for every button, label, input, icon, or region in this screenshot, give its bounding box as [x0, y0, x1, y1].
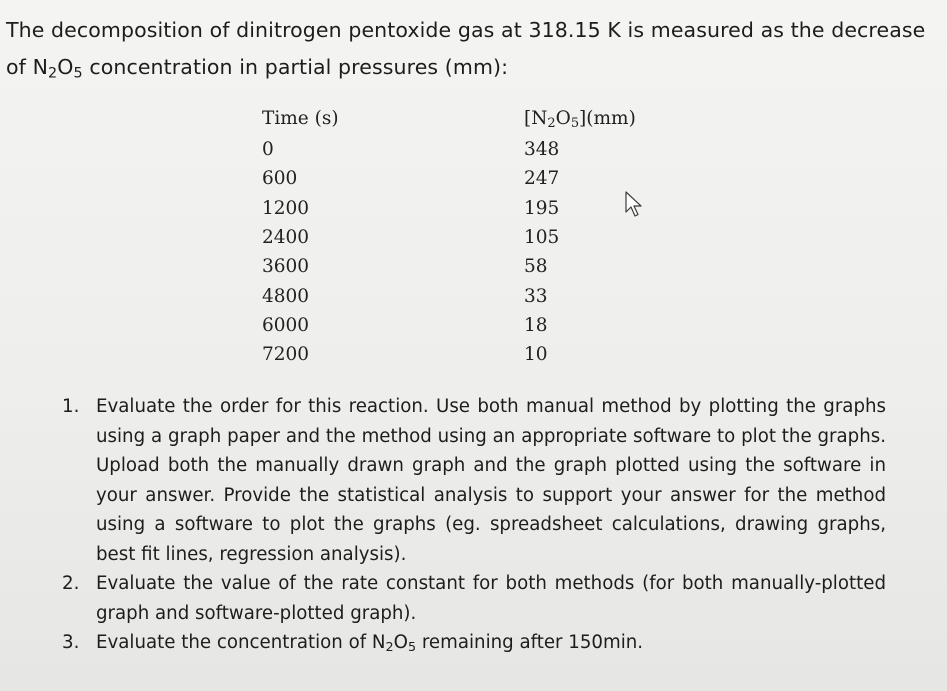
question-text: Evaluate the order for this reaction. Use both manual method by plotting the graphs using a graph paper and the method using an appropriate software to plot the graphs. Upload both the manually drawn graph and the graph plotted using the software in your answer. Provide the statistical analysis to support your answer for the method using a software to plot the graphs (eg. spreadsheet calculations, drawing graphs, best fit lines, regression analysis).: [96, 396, 886, 565]
concentration-cell: 33: [524, 285, 548, 307]
question-number: 3.: [62, 632, 80, 653]
time-cell: 600: [262, 168, 298, 190]
intro-line-2: [6, 49, 936, 86]
conc-header-open: [N: [524, 107, 548, 129]
question-text: [96, 628, 886, 658]
concentration-column-header: [524, 108, 684, 129]
formula-o-subscript: 5: [73, 65, 83, 82]
time-cell: 7200: [262, 344, 310, 366]
conc-header-o-subscript: 5: [570, 115, 580, 131]
formula-n: N: [371, 632, 386, 653]
table-row: [262, 194, 684, 223]
question-item: [0, 628, 910, 658]
conc-header-n-subscript: 2: [547, 115, 556, 131]
question-text-prefix: Evaluate the concentration of: [96, 632, 372, 653]
table-header-row: [262, 101, 684, 135]
time-cell: 1200: [262, 197, 310, 219]
concentration-cell: 195: [524, 197, 560, 219]
mouse-pointer-arrow-icon: [624, 190, 652, 220]
question-list: [0, 392, 910, 658]
table-row: [262, 340, 684, 369]
concentration-cell: 18: [524, 314, 548, 336]
question-text-suffix: remaining after 150min.: [416, 632, 644, 653]
time-cell: 2400: [262, 227, 310, 249]
question-item: [0, 569, 910, 628]
question-item: [0, 392, 910, 569]
question-number: 2.: [62, 573, 80, 594]
formula-o: O: [393, 632, 408, 653]
intro-line-1: The decomposition of dinitrogen pentoxide gas at 318.15 K is measured as the decrease: [6, 18, 926, 42]
time-cell: 4800: [262, 285, 310, 307]
concentration-cell: 105: [524, 227, 560, 249]
concentration-cell: 247: [524, 168, 560, 190]
table-row: [262, 164, 684, 193]
formula-n-subscript: 2: [48, 65, 58, 82]
table-row: [262, 281, 684, 310]
problem-intro: [6, 12, 936, 86]
formula-o: O: [57, 55, 74, 79]
intro-prefix: of: [6, 55, 33, 79]
question-text: Evaluate the value of the rate constant for both methods (for both manually-plotted graph and software-plotted graph).: [96, 573, 886, 624]
time-cell: 6000: [262, 314, 310, 336]
conc-header-o: O: [555, 107, 571, 129]
concentration-cell: 348: [524, 139, 560, 161]
concentration-cell: 10: [524, 344, 548, 366]
question-number: 1.: [62, 396, 80, 417]
table-row: [262, 135, 684, 164]
time-column-header: Time (s): [262, 107, 339, 129]
formula-o-subscript: 5: [407, 640, 417, 656]
formula-n: N: [32, 55, 49, 79]
time-cell: 0: [262, 139, 274, 161]
kinetics-data-table: [262, 101, 684, 369]
time-cell: 3600: [262, 256, 310, 278]
concentration-cell: 58: [524, 256, 548, 278]
table-row: [262, 311, 684, 340]
table-row: [262, 223, 684, 252]
formula-n-subscript: 2: [385, 640, 394, 656]
conc-header-close: ](mm): [579, 107, 636, 129]
table-row: [262, 252, 684, 281]
intro-suffix: concentration in partial pressures (mm):: [82, 55, 509, 79]
